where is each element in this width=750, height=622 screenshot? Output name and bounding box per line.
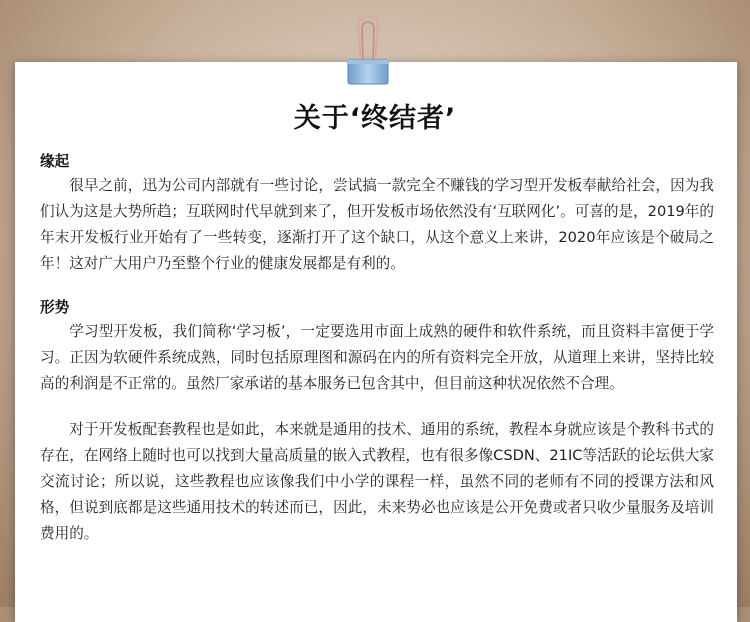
paragraph: 很早之前，迅为公司内部就有一些讨论，尝试搞一款完全不赚钱的学习型开发板奉献给社会，因为我们认为这是大势所趋；互联网时代早就到来了，但开发板市场依然没有‘互联网化’。可喜的是，2019年的年末开发板行业开始有了一些转变，逐渐打开了这个缺口，从这个意义上来讲，2020年应该是个破局之年！这对广大用户乃至整个行业的健康发展都是有利的。 <box>40 177 714 272</box>
article-body <box>40 151 714 547</box>
paragraph: 学习型开发板，我们简称‘学习板’，一定要选用市面上成熟的硬件和软件系统，而且资料丰富便于学习。正因为软硬件系统成熟，同时包括原理图和源码在内的所有资料完全开放，从道理上来讲，坚持比较高的利润是不正常的。虽然厂家承诺的基本服务已包含其中，但目前这种状况依然不合理。 <box>40 323 714 392</box>
binder-clip-icon <box>346 14 390 86</box>
paragraph: 对于开发板配套教程也是如此，本来就是通用的技术、通用的系统，教程本身就应该是个教科书式的存在，在网络上随时也可以找到大量高质量的嵌入式教程，也有很多像CSDN、21IC等活跃的论坛供大家交流讨论；所以说，这些教程也应该像我们中小学的课程一样，虽然不同的老师有不同的授课方法和风格，但说到底都是这些通用技术的转述而已，因此，未来势必也应该是公开免费或者只收少量服务及培训费用的。 <box>40 421 714 542</box>
section-heading: 形势 <box>40 299 70 316</box>
page-title: 关于‘终结者’ <box>293 103 457 134</box>
section-heading: 缘起 <box>40 153 70 170</box>
